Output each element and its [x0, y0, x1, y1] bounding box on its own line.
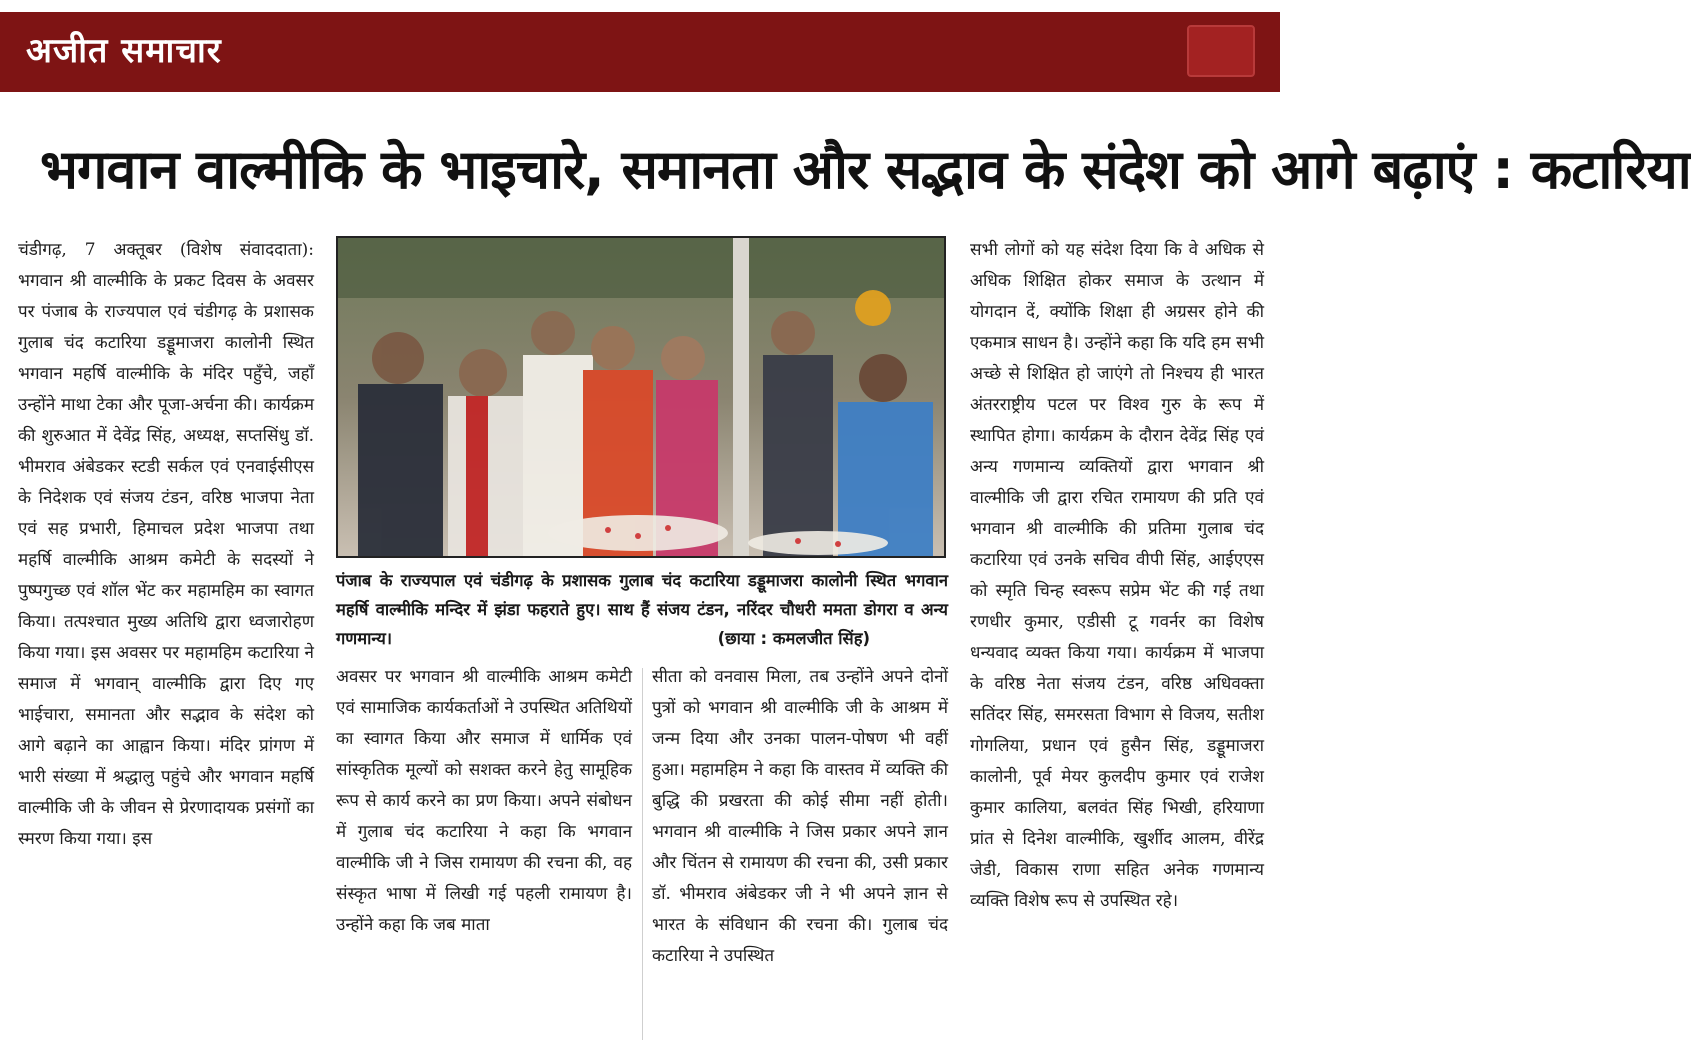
photo-credit: (छाया : कमलजीत सिंह) — [717, 629, 870, 648]
column-divider — [642, 668, 643, 1040]
masthead-decorative-box — [1187, 25, 1255, 77]
article-column-left: चंडीगढ़, 7 अक्तूबर (विशेष संवाददाता): भगवान श्री वाल्मीकि के प्रकट दिवस के अवसर पर पंजाब के राज्यपाल एवं चंडीगढ़ के प्रशासक गुलाब चंद कटारिया डड्डूमाजरा कालोनी स्थित भगवान महर्षि वाल्मीकि के मंदिर पहुँचे, जहाँ उन्होंने माथा टेका और पूजा-अर्चना की। कार्यक्रम की शुरुआत में देवेंद्र सिंह, अध्यक्ष, सप्तसिंधु डॉ. भीमराव अंबेडकर स्टडी सर्कल एवं एनवाईसीएस के निदेशक एवं संजय टंडन, वरिष्ठ भाजपा नेता एवं सह प्रभारी, हिमाचल प्रदेश भाजपा तथा महर्षि वाल्मीकि आश्रम कमेटी के सदस्यों ने पुष्पगुच्छ एवं शॉल भेंट कर महामहिम का स्वागत किया। तत्पश्चात मुख्य अतिथि द्वारा ध्वजारोहण किया गया। इस अवसर पर महामहिम कटारिया ने समाज में भगवान् वाल्मीकि द्वारा दिए गए भाईचारा, समानता और सद्भाव के संदेश को आगे बढ़ाने का आह्वान किया। मंदिर प्रांगण में भारी संख्या में श्रद्धालु पहुंचे और भगवान महर्षि वाल्मीकि जी के जीवन से प्रेरणादायक प्रसंगों का स्मरण किया गया। इस — [18, 240, 314, 849]
article-column-middle-2: सीता को वनवास मिला, तब उन्होंने अपने दोनों पुत्रों को भगवान श्री वाल्मीकि जी के आश्रम में जन्म दिया और उनका पालन-पोषण भी वहीं हुआ। महामहिम ने कहा कि वास्तव में व्यक्ति की बुद्धि की प्रखरता की कोई सीमा नहीं होती। भगवान श्री वाल्मीकि ने जिस प्रकार अपने ज्ञान और चिंतन से रामायण की रचना की, उसी प्रकार डॉ. भीमराव अंबेडकर जी ने भी अपने ज्ञान से भारत के संविधान की रचना की। गुलाब चंद कटारिया ने उपस्थित — [652, 667, 948, 966]
news-photo — [336, 236, 946, 558]
masthead-banner — [0, 12, 1280, 92]
newspaper-name: अजीत समाचार — [26, 31, 222, 71]
caption-text: पंजाब के राज्यपाल एवं चंडीगढ़ के प्रशासक गुलाब चंद कटारिया डड्डूमाजरा कालोनी स्थित भगवान महर्षि वाल्मीकि मन्दिर में झंडा फहराते हुए। साथ हैं संजय टंडन, नरिंदर चौधरी ममता डोगरा व अन्य गणमान्य। — [336, 571, 948, 648]
photo-caption — [336, 566, 948, 653]
photo-image — [338, 238, 944, 556]
article-headline: भगवान वाल्मीकि के भाइचारे, समानता और सद्भाव के संदेश को आगे बढ़ाएं : कटारिया — [40, 138, 1691, 201]
article-column-right: सभी लोगों को यह संदेश दिया कि वे अधिक से अधिक शिक्षित होकर समाज के उत्थान में योगदान दें, क्योंकि शिक्षा ही अग्रसर होने की एकमात्र साधन है। उन्होंने कहा कि यदि हम सभी अच्छे से शिक्षित हो जाएंगे तो निश्चय ही भारत अंतरराष्ट्रीय पटल पर विश्व गुरु के रूप में स्थापित होगा। कार्यक्रम के दौरान देवेंद्र सिंह एवं अन्य गणमान्य व्यक्तियों द्वारा भगवान श्री वाल्मीकि जी द्वारा रचित रामायण की प्रति एवं भगवान श्री वाल्मीकि की प्रतिमा गुलाब चंद कटारिया एवं उनके सचिव वीपी सिंह, आईएएस को स्मृति चिन्ह स्वरूप सप्रेम भेंट की गई तथा रणधीर कुमार, एडीसी टू गवर्नर का विशेष धन्यवाद व्यक्त किया गया। कार्यक्रम में भाजपा के वरिष्ठ नेता संजय टंडन, वरिष्ठ अधिवक्ता सतिंदर सिंह, समरसता विभाग से विजय, सतीश गोगलिया, प्रधान एवं हुसैन सिंह, डड्डूमाजरा कालोनी, पूर्व मेयर कुलदीप कुमार एवं राजेश कुमार कालिया, बलवंत सिंह भिखी, हरियाणा प्रांत से दिनेश वाल्मीकि, खुर्शीद आलम, वीरेंद्र जेडी, विकास राणा सहित अनेक गणमान्य व्यक्ति विशेष रूप से उपस्थित रहे। — [970, 240, 1264, 911]
article-column-middle-1: अवसर पर भगवान श्री वाल्मीकि आश्रम कमेटी एवं सामाजिक कार्यकर्ताओं ने उपस्थित अतिथियों का स्वागत किया और समाज में धार्मिक एवं सांस्कृतिक मूल्यों को सशक्त करने हेतु सामूहिक रूप से कार्य करने का प्रण किया। अपने संबोधन में गुलाब चंद कटारिया ने कहा कि भगवान वाल्मीकि जी ने जिस रामायण की रचना की, वह संस्कृत भाषा में लिखी गई पहली रामायण है। उन्होंने कहा कि जब माता — [336, 667, 632, 935]
